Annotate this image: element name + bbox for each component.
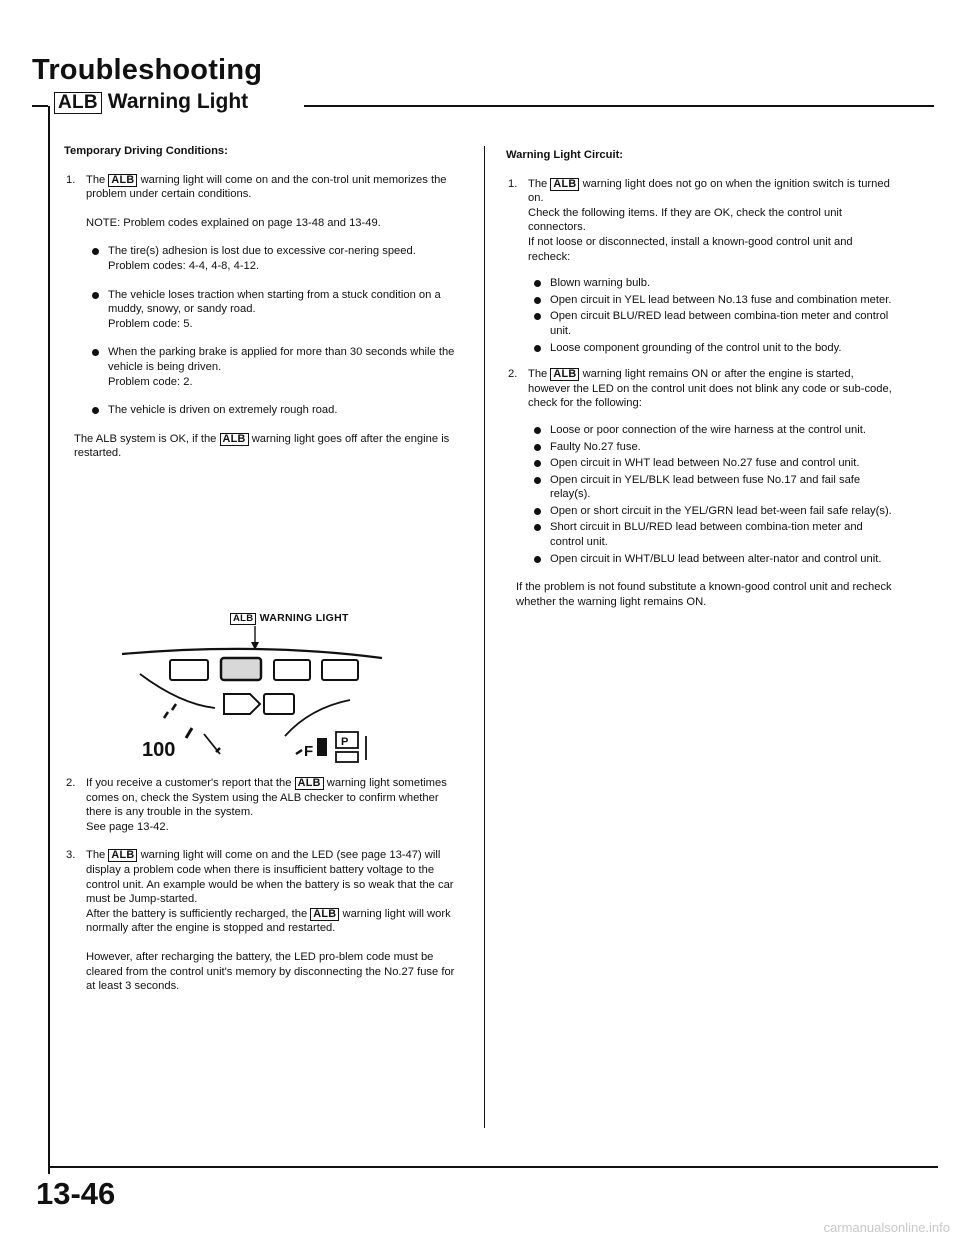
- fuel-icon: [317, 738, 327, 756]
- left-margin-rule: [48, 106, 50, 1174]
- right-heading: Warning Light Circuit:: [506, 149, 624, 161]
- warning-lamp: [274, 660, 310, 680]
- check-list-1: [506, 276, 898, 355]
- check-item: Open circuit in YEL/BLK lead between fuse No.17 and fail safe relay(s).: [528, 473, 898, 502]
- right-item-2: [506, 367, 898, 411]
- item-text: warning light remains ON or after the engine is started, however the LED on the control unit does not blink any code or sub-code, check for the following:: [528, 368, 892, 410]
- condition-item: [86, 345, 456, 389]
- condition-text: When the parking brake is applied for more than 30 seconds while the vehicle is being driven.: [108, 346, 455, 373]
- alb-badge: ALB: [310, 908, 339, 921]
- item-text: The: [86, 173, 106, 186]
- however-text: However, after recharging the battery, the LED pro-blem code must be cleared from the control unit's memory by disconnecting the No.27 fuse for at least 3 seconds.: [86, 950, 455, 993]
- check-item: Open or short circuit in the YEL/GRN lead bet-ween fail safe relay(s).: [528, 504, 898, 519]
- item-number: 1.: [66, 173, 76, 186]
- check-item: Open circuit in YEL lead between No.13 fuse and combination meter.: [528, 293, 898, 308]
- condition-item: [86, 403, 456, 418]
- condition-list: [64, 244, 456, 417]
- item-text: The: [86, 849, 106, 862]
- section-title-text: Warning Light: [107, 90, 249, 113]
- item-text: If you receive a customer's report that the: [86, 777, 292, 789]
- condition-text: The vehicle loses traction when starting from a stuck condition on a muddy, snowy, or sandy road.: [108, 288, 441, 316]
- text-fragment: warning light will work normally after the engine is stopped and restarted.: [86, 907, 451, 935]
- check-text: Check the following items. If they are OK, check the control unit connectors.: [528, 206, 843, 234]
- after-recharge-text: [86, 907, 456, 936]
- check-item: Loose component grounding of the control unit to the body.: [528, 341, 898, 356]
- fuel-label: F: [304, 743, 314, 760]
- column-divider: [484, 146, 485, 1128]
- check-item: Loose or poor connection of the wire harness at the control unit.: [528, 423, 898, 438]
- condition-item: [86, 244, 456, 273]
- left-column-continued: [64, 776, 456, 994]
- gear-indicator: [336, 752, 358, 762]
- dash-curve: [122, 649, 382, 658]
- text-fragment: After the battery is sufficiently recharged, the: [86, 907, 308, 920]
- item-text: warning light does not go on when the ignition switch is turned on.: [528, 177, 890, 205]
- watermark: carmanualsonline.info: [823, 1220, 950, 1235]
- left-item-1: [64, 173, 456, 202]
- condition-item: [86, 288, 456, 332]
- page-number: 13-46: [36, 1176, 116, 1211]
- item-text: warning light will come on and the con-trol unit memorizes the problem under certain conditions.: [86, 173, 447, 201]
- right-column: [506, 148, 898, 609]
- item-text: warning light will come on and the LED (see page 13-47) will display a problem code when there is insufficient battery voltage to the control unit. An example would be when the battery is so weak that the car must be Jump-started.: [86, 849, 454, 906]
- problem-code: Problem code: 2.: [108, 375, 193, 388]
- figure-label-text: WARNING LIGHT: [259, 612, 349, 624]
- check-item: Short circuit in BLU/RED lead between combina-tion meter and control unit.: [528, 520, 898, 549]
- closing-text: If the problem is not found substitute a known-good control unit and recheck whether the warning light remains ON.: [516, 581, 892, 608]
- item-number: 2.: [508, 368, 518, 381]
- warning-lamp: [264, 694, 294, 714]
- left-item-2: [64, 776, 456, 834]
- condition-text: The tire(s) adhesion is lost due to excessive cor-nering speed.: [108, 245, 416, 258]
- item-text: The: [528, 177, 548, 190]
- footer-rule: [48, 1166, 938, 1168]
- check-item: Open circuit BLU/RED lead between combina-tion meter and control unit.: [528, 309, 898, 338]
- section-header: [32, 90, 934, 120]
- item-text: The: [528, 368, 548, 381]
- park-indicator-label: P: [341, 736, 349, 748]
- alb-badge: ALB: [220, 433, 249, 446]
- warning-lamp: [170, 660, 208, 680]
- left-heading: Temporary Driving Conditions:: [64, 145, 228, 157]
- speedometer-label: 100: [142, 739, 176, 761]
- alb-badge: ALB: [108, 174, 137, 187]
- item-text: warning light sometimes comes on, check the System using the ALB checker to confirm whether there is any trouble in the system.: [86, 777, 447, 819]
- alb-badge: ALB: [295, 777, 324, 790]
- text-fragment: The ALB system is OK, if the: [74, 432, 217, 445]
- left-item-3: [64, 848, 456, 936]
- check-item: Faulty No.27 fuse.: [528, 440, 898, 455]
- check-item: Open circuit in WHT/BLU lead between alter-nator and control unit.: [528, 552, 898, 567]
- item-number: 3.: [66, 849, 76, 862]
- instrument-cluster-illustration: [120, 624, 410, 764]
- alb-badge: ALB: [550, 368, 579, 381]
- left-column: [64, 144, 456, 461]
- condition-text: The vehicle is driven on extremely rough road.: [108, 404, 338, 417]
- item-number: 1.: [508, 177, 518, 190]
- alb-badge: ALB: [230, 613, 256, 625]
- alb-badge: ALB: [550, 178, 579, 191]
- check-list-2: [506, 423, 898, 566]
- check-item: Open circuit in WHT lead between No.27 fuse and control unit.: [528, 456, 898, 471]
- section-title: [54, 90, 248, 114]
- alb-badge: ALB: [54, 92, 102, 114]
- problem-code: Problem codes: 4-4, 4-8, 4-12.: [108, 259, 260, 272]
- alb-badge: ALB: [108, 849, 137, 862]
- turn-signal-lamp: [224, 694, 260, 714]
- recheck-text: If not loose or disconnected, install a known-good control unit and recheck:: [528, 235, 853, 263]
- system-ok-text: [64, 432, 456, 461]
- problem-code: Problem code: 5.: [108, 317, 193, 330]
- see-page: See page 13-42.: [86, 820, 169, 833]
- section-rule: [304, 105, 934, 107]
- warning-lamp: [322, 660, 358, 680]
- page-title: Troubleshooting: [32, 54, 263, 86]
- section-dash: [32, 105, 48, 107]
- check-item: Blown warning bulb.: [528, 276, 898, 291]
- item-number: 2.: [66, 777, 76, 789]
- text-fragment: warning light goes off after the engine is restarted.: [74, 432, 450, 460]
- right-item-1: [506, 177, 898, 265]
- alb-warning-lamp: [221, 658, 261, 680]
- note-text: NOTE: Problem codes explained on page 13-48 and 13-49.: [86, 216, 381, 229]
